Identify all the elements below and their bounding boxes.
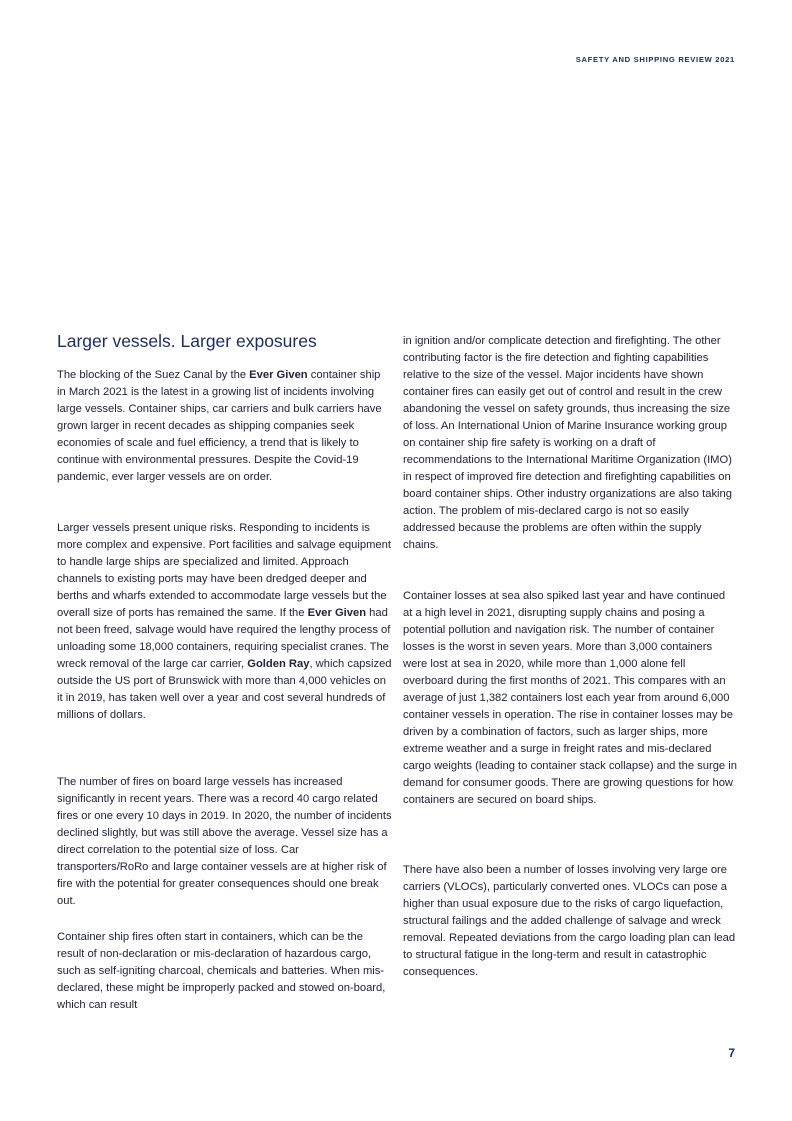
paragraph [57,520,392,724]
paragraph [403,333,737,554]
text-run: Container losses at sea also spiked last year and have continued at a high level in 2021, disrupting supply chains and posing a potential pollution and navigation risk. The number of container losses is the worst in seven years. More than 3,000 containers were lost at sea in 2020, while more than 1,000 alone fell overboard during the first months of 2021. This compares with an average of just 1,382 containers lost each year from around 6,000 container vessels in operation. The rise in container losses may be driven by a combination of factors, such as larger ships, more extreme weather and a surge in freight rates and mis-declared cargo weights (leading to container stack collapse) and the surge in demand for consumer goods. There are growing questions for how containers are secured on board ships. [403,590,737,806]
text-run: , which capsized outside the US port of Brunswick with more than 4,000 vehicles on it in 2019, has taken well over a year and cost several hundreds of millions of dollars. [57,658,392,721]
text-run: in ignition and/or complicate detection and firefighting. The other contributing factor is the fire detection and fighting capabilities relative to the size of the vessel. Major incidents have shown container fires can easily get out of control and result in the crew abandoning the vessel on safety grounds, thus increasing the size of loss. An International Union of Marine Insurance working group on container ship fire safety is working on a draft of recommendations to the International Maritime Organization (IMO) in respect of improved fire detection and firefighting capabilities on board container ships. Other industry organizations are also taking action. The problem of mis-declared cargo is not so easily addressed because the problems are often within the supply chains. [403,335,732,551]
paragraph [403,588,737,809]
vessel-name: Ever Given [249,369,308,381]
text-run: The number of fires on board large vessels has increased significantly in recent years. There was a record 40 cargo related fires or one every 10 days in 2019. In 2020, the number of incidents declined slightly, but was still above the average. Vessel size has a direct correlation to the potential size of loss. Car transporters/RoRo and large container vessels are at higher risk of fire with the potential for greater consequences should one break out. [57,776,392,907]
running-header: SAFETY AND SHIPPING REVIEW 2021 [575,55,735,64]
text-run: Larger vessels present unique risks. Responding to incidents is more complex and expensive. Port facilities and salvage equipment to handle large ships are specialized and limited. Approach channels to existing ports may have been dredged deeper and berths and wharfs extended to accommodate large vessels but the overall size of ports has remained the same. If the [57,522,391,619]
article-title: Larger vessels. Larger exposures [57,331,317,351]
paragraph [57,929,392,1014]
page-number: 7 [728,1046,735,1060]
paragraph [57,367,392,486]
paragraph [57,774,392,910]
vessel-name: Golden Ray [247,658,310,670]
text-run: container ship in March 2021 is the latest in a growing list of incidents involving large vessels. Container ships, car carriers and bulk carriers have grown larger in recent decades as shipping companies seek economies of scale and fuel efficiency, a trend that is likely to continue with environmental pressures. Despite the Covid-19 pandemic, ever larger vessels are on order. [57,369,382,483]
text-run: had not been freed, salvage would have required the lengthy process of unloading some 18,000 containers, requiring specialist cranes. The wreck removal of the large car carrier, [57,607,391,670]
paragraph [403,862,737,981]
text-run: There have also been a number of losses involving very large ore carriers (VLOCs), particularly converted ones. VLOCs can pose a higher than usual exposure due to the risks of cargo liquefaction, structural failings and the added challenge of salvage and wreck removal. Repeated deviations from the cargo loading plan can lead to structural fatigue in the long-term and result in catastrophic consequences. [403,864,736,978]
text-run: The blocking of the Suez Canal by the [57,369,250,381]
text-run: Container ship fires often start in containers, which can be the result of non-declaration or mis-declaration of hazardous cargo, such as self-igniting charcoal, chemicals and batteries. When mis-declared, these might be improperly packed and stowed on-board, which can result [57,931,386,1011]
vessel-name: Ever Given [307,607,367,619]
